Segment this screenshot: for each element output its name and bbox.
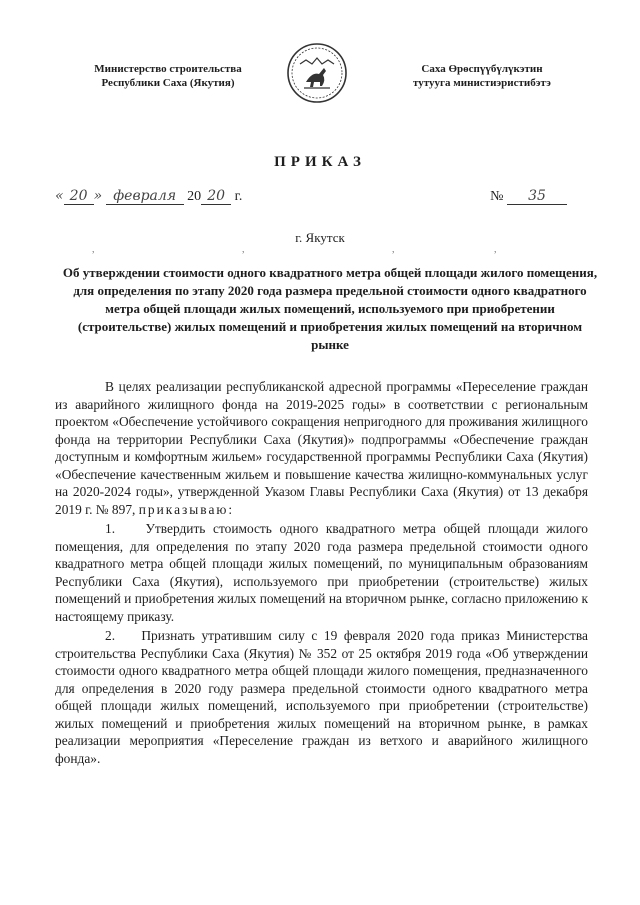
item-text: Признать утратившим силу с 19 февраля 2020 года приказ Министерства строительства Республики Саха (Якутия) № 352 от 25 октября 2019 года «Об утверждении стоимости одного квадратного метра общей площади жилого помещения, предназначенного для определения в 2020 году размера предельной стоимости одного квадратного метра общей площади жилых помещений, используемого при приобретении (строительстве) жилых помещений и приобретения жилых помещений на вторичном рынке, в рамках реализации мероприятия «Переселение граждан из ветхого и аварийного жилищного фонда». [55,628,588,766]
city: г. Якутск [295,230,345,245]
item-paragraph [55,627,588,767]
item-paragraph [55,520,588,625]
item-number: 1. [105,521,116,536]
item-text: Утвердить стоимость одного квадратного метра общей площади жилого помещения, для определения по этапу 2020 года размера предельной стоимости одного квадратного метра общей площади жилых помещений, по муниципальным образованиям Республики Саха (Якутия), используемого при приобретении (строительстве) жилых помещений и приобретения жилых помещений на вторичном рынке, согласно приложению к настоящему приказу. [55,521,589,624]
date-year-suffix: 20 [201,188,231,205]
preamble-text: В целях реализации республиканской адресной программы «Переселение граждан из аварийного жилищного фонда на 2019-2025 годы» в соответствии с региональным проектом «Обеспечение устойчивого сокращения непригодного для проживания жилищного фонда на территории Республики Саха (Якутия)» подпрограммы «Обеспечение граждан доступным и комфортным жильем» государственной программы Республики Саха (Якутия) «Обеспечение качественным жильем и повышение качества жилищно-коммунальных услуг на 2020-2024 годы», утвержденной Указом Главы Республики Саха (Якутия) от 13 декабря 2019 г. № 897, [55,379,588,517]
order-heading: ПРИКАЗ [274,154,366,170]
document-title: Об утверждении стоимости одного квадратного метра общей площади жилого помещения, для определения по этапу 2020 года размера предельной стоимости одного квадратного метра общей площади жилых помещений, используемого при приобретении (строительстве) жилых помещений и приобретения жилых помещений на вторичном рынке [62,265,598,352]
date-day: 20 [64,188,94,205]
number-label: № [490,189,504,204]
date-year-unit: г. [234,189,243,204]
coat-of-arms-icon [286,42,348,104]
date-close-quote: » [93,188,103,204]
ministry-name-sakha-line1: Саха Өрөспүүбүлүкэтин [421,63,543,75]
scan-mark: , [92,244,95,255]
date-open-quote: « [55,188,64,204]
ministry-name-ru-line2: Республики Саха (Якутия) [101,77,235,89]
ministry-name-yakut [382,62,582,90]
ministry-name-ru-line1: Министерство строительства [94,63,242,75]
preamble-paragraph [55,378,588,518]
scan-mark: , [494,244,497,255]
date-number-row [55,188,585,214]
date-month: февраля [106,188,184,205]
scan-mark: , [392,244,395,255]
order-number [490,188,567,205]
order-word: приказываю: [138,501,235,517]
ministry-name-russian [68,62,268,90]
order-date [55,188,242,205]
document-body [55,378,588,767]
number-value: 35 [507,188,567,205]
scan-mark: , [242,244,245,255]
ministry-name-sakha-line2: тутууга министиэристибэтэ [413,77,551,89]
item-number: 2. [105,628,116,643]
date-year-prefix: 20 [187,189,202,204]
